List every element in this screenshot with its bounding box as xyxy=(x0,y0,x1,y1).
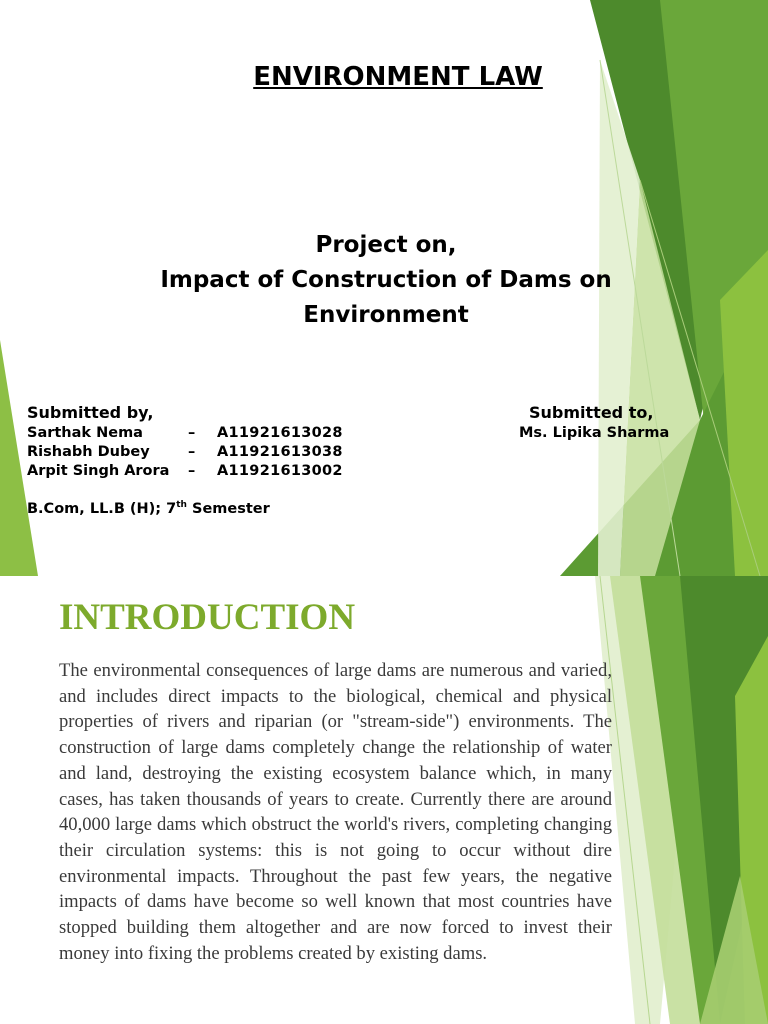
project-title xyxy=(0,228,768,333)
student-name: Sarthak Nema xyxy=(27,425,143,441)
submitted-to-label: Submitted to, xyxy=(529,403,654,422)
course-sup: th xyxy=(176,500,187,510)
student-name: Arpit Singh Arora xyxy=(27,463,170,479)
course-prefix: B.Com, LL.B (H); 7 xyxy=(27,500,177,517)
submitted-by-label: Submitted by, xyxy=(27,403,154,422)
course-info xyxy=(27,500,270,517)
student-dash: – xyxy=(188,425,196,441)
student-dash: – xyxy=(188,463,196,479)
student-dash: – xyxy=(188,444,196,460)
course-suffix: Semester xyxy=(186,500,270,517)
introduction-heading: INTRODUCTION xyxy=(59,597,356,638)
project-line-1: Project on, xyxy=(315,232,457,258)
project-line-2: Impact of Construction of Dams on xyxy=(160,267,612,293)
student-id: A11921613002 xyxy=(217,463,343,479)
student-id: A11921613038 xyxy=(217,444,343,460)
student-id: A11921613028 xyxy=(217,425,343,441)
introduction-body: The environmental consequences of large dams are numerous and varied, and includes direct impacts to the biological, chemical and physical properties of rivers and riparian (or "stream-side") environments. The construction of large dams completely change the relationship of water and land, destroying the existing ecosystem balance which, in many cases, has taken thousands of years to create. Currently there are around 40,000 large dams which obstruct the world's rivers, completing changing their circulation systems: this is not going to occur without dire environmental impacts. Throughout the past few years, the negative impacts of dams have become so well known that most countries have stopped building them altogether and are now forced to invest their money into fixing the problems created by existing dams. xyxy=(59,660,612,964)
submitted-to-name: Ms. Lipika Sharma xyxy=(519,425,670,441)
project-line-3: Environment xyxy=(303,302,469,328)
student-name: Rishabh Dubey xyxy=(27,444,150,460)
slide-title: ENVIRONMENT LAW xyxy=(253,62,543,92)
